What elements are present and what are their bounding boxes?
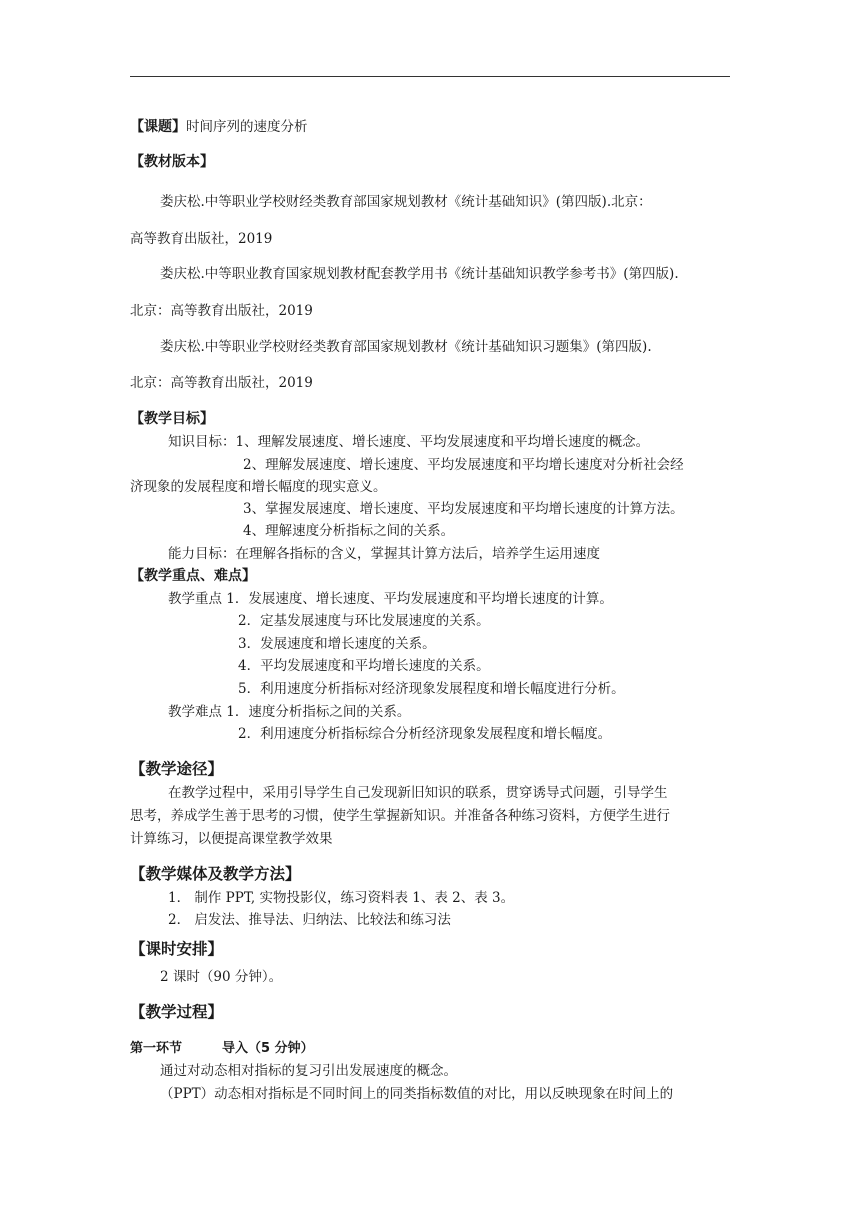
objective-line: 3、掌握发展速度、增长速度、平均发展速度和平均增长速度的计算方法。 <box>243 501 684 517</box>
key-point-line: 3．发展速度和增长速度的关系。 <box>238 636 436 652</box>
textbook-ref-1-line1: 娄庆松.中等职业学校财经类教育部国家规划教材《统计基础知识》(第四版).北京： <box>160 194 652 210</box>
schedule-heading: 【课时安排】 <box>130 940 224 958</box>
approach-heading: 【教学途径】 <box>130 760 224 778</box>
objective-line: 2、理解发展速度、增长速度、平均发展速度和平均增长速度对分析社会经 <box>243 457 684 473</box>
approach-line: 计算练习，以便提高课堂教学效果 <box>130 831 333 847</box>
topic-line <box>130 118 308 136</box>
media-heading: 【教学媒体及教学方法】 <box>130 865 301 883</box>
header-rule <box>130 76 730 77</box>
objective-line: 4、理解速度分析指标之间的关系。 <box>243 523 455 539</box>
approach-line: 在教学过程中，采用引导学生自己发现新旧知识的联系，贯穿诱导式问题，引导学生 <box>168 785 668 801</box>
topic-label: 【课题】 <box>130 119 186 135</box>
process-line: 通过对动态相对指标的复习引出发展速度的概念。 <box>160 1063 457 1079</box>
textbook-ref-2-line1: 娄庆松.中等职业教育国家规划教材配套教学用书《统计基础知识教学参考书》(第四版). <box>160 266 679 282</box>
key-point-line: 5．利用速度分析指标对经济现象发展程度和增长幅度进行分析。 <box>238 681 625 697</box>
key-points-heading: 【教学重点、难点】 <box>130 568 256 584</box>
objective-line: 能力目标：在理解各指标的含义，掌握其计算方法后，培养学生运用速度 <box>168 546 600 562</box>
media-line: 1． 制作 PPT, 实物投影仪，练习资料表 1、表 2、表 3。 <box>168 890 515 906</box>
media-line: 2． 启发法、推导法、归纳法、比较法和练习法 <box>168 912 451 928</box>
process-section-number: 第一环节 <box>130 1041 183 1056</box>
key-point-line: 2．利用速度分析指标综合分析经济现象发展程度和增长幅度。 <box>238 726 612 742</box>
process-heading: 【教学过程】 <box>130 1003 224 1021</box>
textbook-ref-3-line1: 娄庆松.中等职业学校财经类教育部国家规划教材《统计基础知识习题集》(第四版). <box>160 339 652 355</box>
process-section-title: 导入（5 分钟） <box>222 1041 314 1056</box>
objectives-heading: 【教学目标】 <box>130 411 214 427</box>
textbook-ref-2-line2: 北京：高等教育出版社，2019 <box>130 303 313 319</box>
key-point-line: 教学重点 1．发展速度、增长速度、平均发展速度和平均增长速度的计算。 <box>168 591 613 607</box>
objective-line: 济现象的发展程度和增长幅度的现实意义。 <box>130 479 387 495</box>
key-point-line: 4．平均发展速度和平均增长速度的关系。 <box>238 658 490 674</box>
process-line: （PPT）动态相对指标是不同时间上的同类指标数值的对比，用以反映现象在时间上的 <box>160 1086 674 1102</box>
textbook-ref-1-line2: 高等教育出版社，2019 <box>130 231 273 247</box>
objective-line: 知识目标：1、理解发展速度、增长速度、平均发展速度和平均增长速度的概念。 <box>168 434 650 450</box>
textbook-heading: 【教材版本】 <box>130 154 214 170</box>
key-point-line: 教学难点 1．速度分析指标之间的关系。 <box>168 704 411 720</box>
textbook-ref-3-line2: 北京：高等教育出版社，2019 <box>130 375 313 391</box>
key-point-line: 2．定基发展速度与环比发展速度的关系。 <box>238 613 490 629</box>
approach-line: 思考，养成学生善于思考的习惯，使学生掌握新知识。并准备各种练习资料，方便学生进行 <box>130 808 670 824</box>
schedule-text: 2 课时（90 分钟）。 <box>160 969 283 985</box>
topic-value: 时间序列的速度分析 <box>186 119 308 135</box>
